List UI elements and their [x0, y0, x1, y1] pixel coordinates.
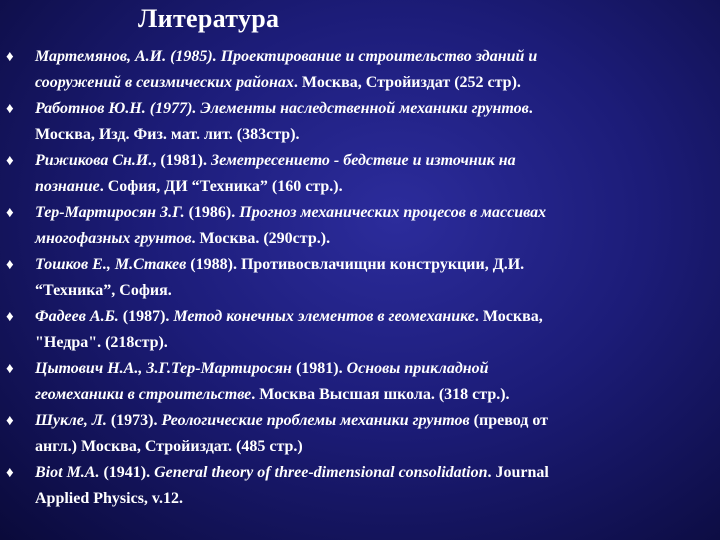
reference-text: . Journal [487, 464, 549, 481]
diamond-bullet-icon: ♦ [6, 205, 14, 221]
reference-text: (1988). Противосвлачищни конструкции, Д.И. [186, 256, 525, 273]
reference-text: англ.) Москва, Стройиздат. (485 стр.) [35, 438, 303, 455]
reference-text: "Недра". (218стр). [35, 334, 168, 351]
reference-line [35, 278, 712, 304]
diamond-bullet-icon: ♦ [6, 257, 14, 273]
diamond-bullet-icon: ♦ [6, 49, 14, 65]
reference-italic-text: геомеханики в строительстве [35, 386, 252, 403]
reference-italic-text: познание [35, 178, 100, 195]
reference-line [35, 330, 712, 356]
reference-text: (1941). [99, 464, 155, 481]
reference-item [0, 252, 712, 304]
reference-italic-text: Метод конечных элементов в геомеханике [173, 308, 475, 325]
reference-line [35, 70, 712, 96]
reference-text: “Техника”, София. [35, 282, 172, 299]
reference-italic-text: многофазных грунтов [35, 230, 192, 247]
reference-item [0, 460, 712, 512]
reference-line [35, 200, 712, 226]
reference-item [0, 356, 712, 408]
reference-line [35, 304, 712, 330]
reference-item [0, 200, 712, 252]
reference-italic-text: Biot M.A. [35, 464, 100, 481]
reference-line [35, 44, 712, 70]
reference-text: (1987). [118, 308, 174, 325]
reference-text: . София, ДИ “Техника” (160 стр.). [99, 178, 343, 195]
reference-line [35, 460, 712, 486]
diamond-bullet-icon: ♦ [6, 309, 14, 325]
reference-line [35, 486, 712, 512]
reference-text: (1986). [184, 204, 240, 221]
reference-line [35, 382, 712, 408]
reference-italic-text: Реологические проблемы механики грунтов [161, 412, 470, 429]
reference-item [0, 96, 712, 148]
diamond-bullet-icon: ♦ [6, 413, 14, 429]
reference-item [0, 44, 712, 96]
diamond-bullet-icon: ♦ [6, 465, 14, 481]
reference-line [35, 148, 712, 174]
reference-italic-text: Шукле, Л. [35, 412, 107, 429]
reference-italic-text: Прогноз механических процесов в массивах [239, 204, 547, 221]
reference-line [35, 96, 712, 122]
reference-item [0, 304, 712, 356]
reference-text: . Москва, [474, 308, 543, 325]
reference-text: . Москва, Стройиздат (252 стр). [293, 74, 521, 91]
reference-line [35, 174, 712, 200]
reference-line [35, 434, 712, 460]
reference-text: (1973). [106, 412, 162, 429]
reference-italic-text: Основы прикладной [346, 360, 489, 377]
reference-text: Москва, Изд. Физ. мат. лит. (383стр). [35, 126, 300, 143]
reference-line [35, 408, 712, 434]
reference-italic-text: Земетресението - бедствие и източник на [211, 152, 516, 169]
diamond-bullet-icon: ♦ [6, 361, 14, 377]
reference-list [0, 44, 712, 512]
diamond-bullet-icon: ♦ [6, 153, 14, 169]
reference-line [35, 226, 712, 252]
slide-title: Литература [138, 4, 280, 33]
reference-item [0, 148, 712, 200]
reference-line [35, 356, 712, 382]
reference-italic-text: Мартемянов, А.И. (1985). Проектирование и строительство зданий и [35, 48, 538, 65]
reference-item [0, 408, 712, 460]
reference-text: (1981). [291, 360, 347, 377]
reference-text: . Москва. (290стр.). [191, 230, 331, 247]
reference-italic-text: Цытович Н.А., З.Г.Тер-Мартиросян [35, 360, 292, 377]
reference-line [35, 252, 712, 278]
reference-italic-text: Работнов Ю.Н. (1977). Элементы наследственной механики грунтов [35, 100, 529, 117]
reference-italic-text: сооружений в сеизмических районах [35, 74, 294, 91]
reference-italic-text: Рижикова Сн.И. [35, 152, 153, 169]
reference-text: , (1981). [152, 152, 211, 169]
diamond-bullet-icon: ♦ [6, 101, 14, 117]
reference-italic-text: General theory of three-dimensional consolidation [154, 464, 488, 481]
reference-text: . Москва Высшая школа. (318 стр.). [251, 386, 510, 403]
reference-line [35, 122, 712, 148]
reference-text: (превод от [469, 412, 549, 429]
reference-text: . [528, 100, 533, 117]
reference-italic-text: Тошков Е., М.Стакев [35, 256, 187, 273]
reference-text: Applied Physics, v.12. [35, 490, 184, 507]
reference-italic-text: Фадеев А.Б. [35, 308, 119, 325]
reference-italic-text: Тер-Мартиросян З.Г. [35, 204, 185, 221]
